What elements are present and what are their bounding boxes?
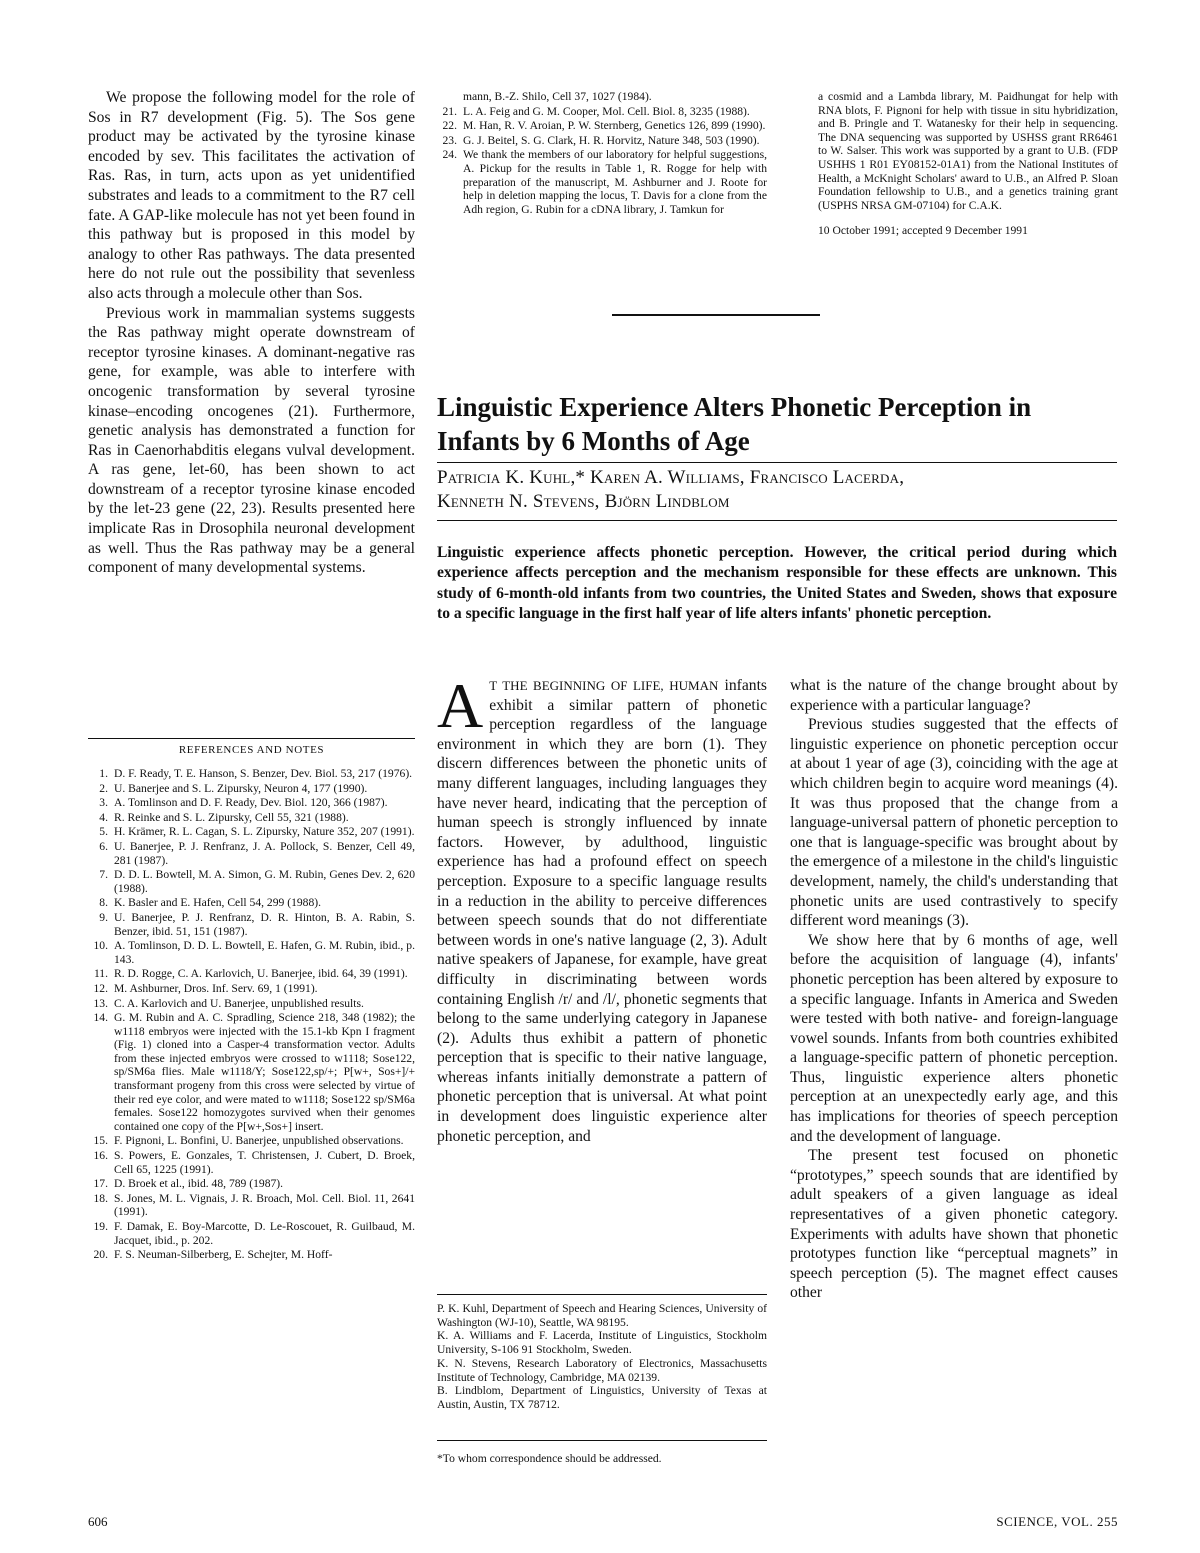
lead-text: infants exhibit a similar pattern of phonetic perception regardless of the language environment in which they are born (1). They discern differences between the phonetic units of many different languages, including languages they have never heard, indicating that the perception of human speech is strongly influenced by innate factors. However, by adulthood, linguistic experience has had a profound effect on speech perception. Exposure to a specific language results in a reduction in the ability to perceive differences between speech sounds that do not differentiate between words in one's native language (2, 3). Adult native speakers of Japanese, for example, have great difficulty in discriminating between words containing English /r/ and /l/, phonetic segments that belong to the same underlying category in Japanese (2). Adults thus exhibit a pattern of phonetic perception that is specific to their native language, whereas infants initially demonstrate a pattern of phonetic perception that is universal. At what point in development does linguistic experience alter phonetic perception, and [437,677,767,1145]
authors-rule [437,520,1117,521]
correspondence-rule [437,1440,767,1441]
reference-item [88,1011,415,1133]
reference-text: G. J. Beitel, S. G. Clark, H. R. Horvitz, Nature 348, 503 (1990). [463,133,760,147]
reference-text: R. Reinke and S. L. Zipursky, Cell 55, 321 (1988). [114,810,349,824]
reference-text: D. Broek et al., ibid. 48, 789 (1987). [114,1177,284,1191]
reference-number: 23. [442,133,457,147]
reference-number: 19. [93,1220,108,1233]
lead-paragraph [437,670,767,1146]
reference-text: M. Ashburner, Dros. Inf. Serv. 69, 1 (1991). [114,981,318,995]
reference-text: D. F. Ready, T. E. Hanson, S. Benzer, Dev. Biol. 53, 217 (1976). [114,767,413,780]
refs-rule [88,738,415,739]
reference-number: 21. [442,104,457,118]
reference-item [88,911,415,938]
article-body-col-a [437,670,767,1146]
reference-number: 5. [99,825,108,839]
journal-volume: SCIENCE, VOL. 255 [996,1514,1118,1529]
prev-paragraph: We propose the following model for the role of Sos in R7 development (Fig. 5). The Sos gene product may be activated by the tyrosine kinase encoded by sev. This facilitates the activation of Ras. Ras, in turn, acts upon as yet unidentified substrates and leads to a commitment to the R7 cell fate. A GAP-like molecule has not yet been found in this pathway but is proposed in this model by analogy to other Ras pathways. The data presented here do not rule out the possibility that sevenless also acts through a molecule other than Sos. [88,89,415,302]
reference-number: 22. [442,119,457,133]
reference-text: L. A. Feig and G. M. Cooper, Mol. Cell. Biol. 8, 3235 (1988). [463,104,750,118]
references-list [88,767,415,1263]
reference-text: A. Tomlinson and D. F. Ready, Dev. Biol. 120, 366 (1987). [114,796,388,810]
lead-caps: T THE BEGINNING OF LIFE, HUMAN [489,678,719,693]
reference-number: 18. [93,1191,108,1205]
page-number: 606 [88,1514,108,1529]
reference-text: H. Krämer, R. L. Cagan, S. L. Zipursky, Nature 352, 207 (1991). [114,825,415,839]
authors-line: Patricia K. Kuhl,* Karen A. Williams, Francisco Lacerda, [437,467,905,488]
reference-text: D. D. L. Bowtell, M. A. Simon, G. M. Rubin, Genes Dev. 2, 620 (1988). [114,868,415,895]
reference-text: C. A. Karlovich and U. Banerjee, unpublished results. [114,996,364,1010]
abstract: Linguistic experience affects phonetic perception. However, the critical period during which experience affects perception and the mechanism responsible for these effects are unknown. This study of 6-month-old infants from two countries, the United States and Sweden, shows that exposure to a specific language in the first half year of life alters infants' phonetic perception. [437,544,1117,623]
reference-number: 4. [99,810,108,824]
reference-item [437,134,767,148]
reference-item [88,811,415,825]
body-paragraph: We show here that by 6 months of age, well before the acquisition of language (4), infants' phonetic perception has been altered by exposure to a specific language. Infants in America and Sweden were tested with both native- and foreign-language vowel sounds. Infants from both countries exhibited a language-specific pattern of phonetic perception. Thus, linguistic experience alters phonetic perception at an unexpectedly early age, and this has implications for theories of speech perception and the development of language. [790,931,1118,1145]
references-list-continued [437,90,767,217]
reference-number: 14. [93,1011,108,1025]
reference-item [88,939,415,966]
reference-number: 9. [99,910,108,924]
reference-item [437,90,767,104]
affiliations [437,1302,767,1412]
reference-number: 24. [442,148,457,162]
drop-cap: A [437,670,484,741]
reference-text: U. Banerjee, P. J. Renfranz, D. R. Hinton, B. A. Rabin, S. Benzer, ibid. 51, 151 (1987). [114,910,415,938]
correspondence-note: *To whom correspondence should be addressed. [437,1452,662,1465]
reference-text: M. Han, R. V. Aroian, P. W. Sternberg, Genetics 126, 899 (1990). [463,119,766,133]
reference-number: 8. [99,896,108,910]
article-title: Linguistic Experience Alters Phonetic Perception in Infants by 6 Months of Age [437,392,1032,456]
reference-item [88,1192,415,1219]
reference-item [88,1220,415,1247]
author-list [437,466,1117,514]
reference-number: 1. [99,767,108,780]
reference-item [88,767,415,781]
reference-number: 7. [99,868,108,882]
authors-line: Kenneth N. Stevens, Björn Lindblom [437,491,730,512]
reference-text: K. Basler and E. Hafen, Cell 54, 299 (1988). [114,896,322,910]
acknowledgements: a cosmid and a Lambda library, M. Paidhungat for help with RNA blots, F. Pignoni for help with tissue in situ hybridization, and B. Pringle and T. Watanesky for their help in sequencing. The DNA sequencing was supported by USHSS grant RR6461 to W. Salser. This work was supported by a grant to U.B. (FDP USHHS 1 R01 EY08152-01A1) from the National Institutes of Health, a McKnight Scholars' award to U.B., an Alfred P. Sloan Foundation fellowship to U.B., and a genetics training grant (USPHS NRSA GM-07104) for C.A.K. 10 October 1991; accepted 9 December 1991 [818,90,1118,238]
body-paragraph: Previous studies suggested that the effects of linguistic experience on phonetic perception occur at about 1 year of age (3), coinciding with the age at which children begin to acquire word meanings (4). It was thus proposed that the change from a language-universal pattern of phonetic perception to one that is language-specific was brought about by the emergence of a milestone in the child's linguistic development, namely, the child's understanding that phonetic units are used contrastively to specify different word meanings (3). [790,716,1118,930]
reference-number: 6. [99,839,108,853]
affiliation: K. N. Stevens, Research Laboratory of Electronics, Massachusetts Institute of Technology, Cambridge, MA 02139. [437,1356,767,1384]
reference-text: F. Damak, E. Boy-Marcotte, D. Le-Roscouet, R. Guilbaud, M. Jacquet, ibid., p. 202. [114,1220,415,1247]
reference-item [88,825,415,839]
reference-item [437,105,767,119]
prev-article-body [88,88,415,578]
reference-number: 20. [93,1248,108,1262]
reference-item [88,1134,415,1148]
reference-item [88,868,415,895]
reference-text: U. Banerjee, P. J. Renfranz, J. A. Pollock, S. Benzer, Cell 49, 281 (1987). [114,839,415,867]
reference-text: R. D. Rogge, C. A. Karlovich, U. Banerjee, ibid. 64, 39 (1991). [114,967,408,981]
article-body-col-b [790,676,1118,1303]
body-paragraph: The present test focused on phonetic “prototypes,” speech sounds that are identified by adult speakers of a given language as ideal representatives of a given phonetic category. Experiments with adults have shown that phonetic prototypes function like “perceptual magnets” in speech perception (5). The magnet effect causes other [790,1147,1118,1302]
reference-text: We thank the members of our laboratory for helpful suggestions, A. Pickup for the results in Table 1, R. Rogge for help with preparation of the manuscript, M. Ashburner and J. Roote for help in deletion mapping the locus, T. Davis for a clone from the Adh region, G. Rubin for a cDNA library, J. Tamkun for [463,148,767,216]
reference-item [88,896,415,910]
reference-number: 13. [93,996,108,1010]
reference-text: F. S. Neuman-Silberberg, E. Schejter, M. Hoff- [114,1248,333,1262]
reference-text: G. M. Rubin and A. C. Spradling, Science 218, 348 (1982); the w1118 embryos were injected with the 15.1-kb Kpn I fragment (Fig. 1) cloned into a Casper-4 transformation vector. Adults from these injected embryos were crossed to w1118; Sose122, sp/SM6a flies. Male w1118/Y; Sose122,sp/+; P[w+, Sos+]/+ transformant progeny from this cross were selected by virtue of their red eye color, and were mated to w1118; Sose122 sp/SM6a females. Sose122 homozygotes survived when their genomes contained one copy of the P[w+,Sos+] insert. [114,1011,415,1133]
reference-number: 3. [99,796,108,810]
reference-number: 15. [93,1134,108,1148]
received-dates: 10 October 1991; accepted 9 December 1991 [818,224,1028,238]
reference-text: U. Banerjee and S. L. Zipursky, Neuron 4, 177 (1990). [114,781,368,795]
reference-number: 12. [93,981,108,995]
reference-item [88,782,415,796]
reference-item [437,148,767,216]
footnote-rule [437,1294,767,1295]
affiliation: K. A. Williams and F. Lacerda, Institute of Linguistics, Stockholm University, S-106 91 Stockholm, Sweden. [437,1329,767,1357]
title-rule [437,462,1117,463]
reference-item [88,796,415,810]
reference-item [88,982,415,996]
reference-text: mann, B.-Z. Shilo, Cell 37, 1027 (1984). [463,90,652,103]
article-separator-rule [612,314,820,316]
reference-item [88,840,415,867]
reference-text: F. Pignoni, L. Bonfini, U. Banerjee, unpublished observations. [114,1134,404,1148]
reference-item [88,1248,415,1262]
affiliation: B. Lindblom, Department of Linguistics, University of Texas at Austin, Austin, TX 78712. [437,1384,767,1411]
reference-number: 11. [93,967,108,981]
reference-item [437,119,767,133]
reference-text: S. Powers, E. Gonzales, T. Christensen, J. Cubert, D. Broek, Cell 65, 1225 (1991). [114,1149,415,1176]
reference-number: 2. [99,781,108,795]
prev-paragraph: Previous work in mammalian systems suggests the Ras pathway might operate downstream of receptor tyrosine kinases. A dominant-negative ras gene, for example, was able to interfere with oncogenic transformation by several tyrosine kinase–encoding oncogenes (21). Furthermore, genetic analysis has demonstrated a function for Ras in Caenorhabditis elegans vulval development. A ras gene, let-60, has been shown to act downstream of a receptor tyrosine kinase encoded by the let-23 gene (22, 23). Results presented here implicate Ras in Drosophila neuronal development as well. Thus the Ras pathway may be a general component of many developmental systems. [88,304,415,577]
refs-heading: REFERENCES AND NOTES [178,744,325,756]
reference-number: 16. [93,1149,108,1163]
reference-text: A. Tomlinson, D. D. L. Bowtell, E. Hafen, G. M. Rubin, ibid., p. 143. [114,939,415,966]
reference-item [88,1149,415,1176]
reference-item [88,1177,415,1191]
reference-item [88,967,415,981]
affiliation: P. K. Kuhl, Department of Speech and Hearing Sciences, University of Washington (WJ-10), Seattle, WA 98195. [437,1302,767,1329]
reference-number [437,90,463,104]
reference-number: 10. [93,939,108,953]
reference-item [88,997,415,1011]
reference-number: 17. [93,1177,108,1191]
body-paragraph: what is the nature of the change brought about by experience with a particular language? [790,677,1118,714]
reference-text: S. Jones, M. L. Vignais, J. R. Broach, Mol. Cell. Biol. 11, 2641 (1991). [114,1191,415,1219]
